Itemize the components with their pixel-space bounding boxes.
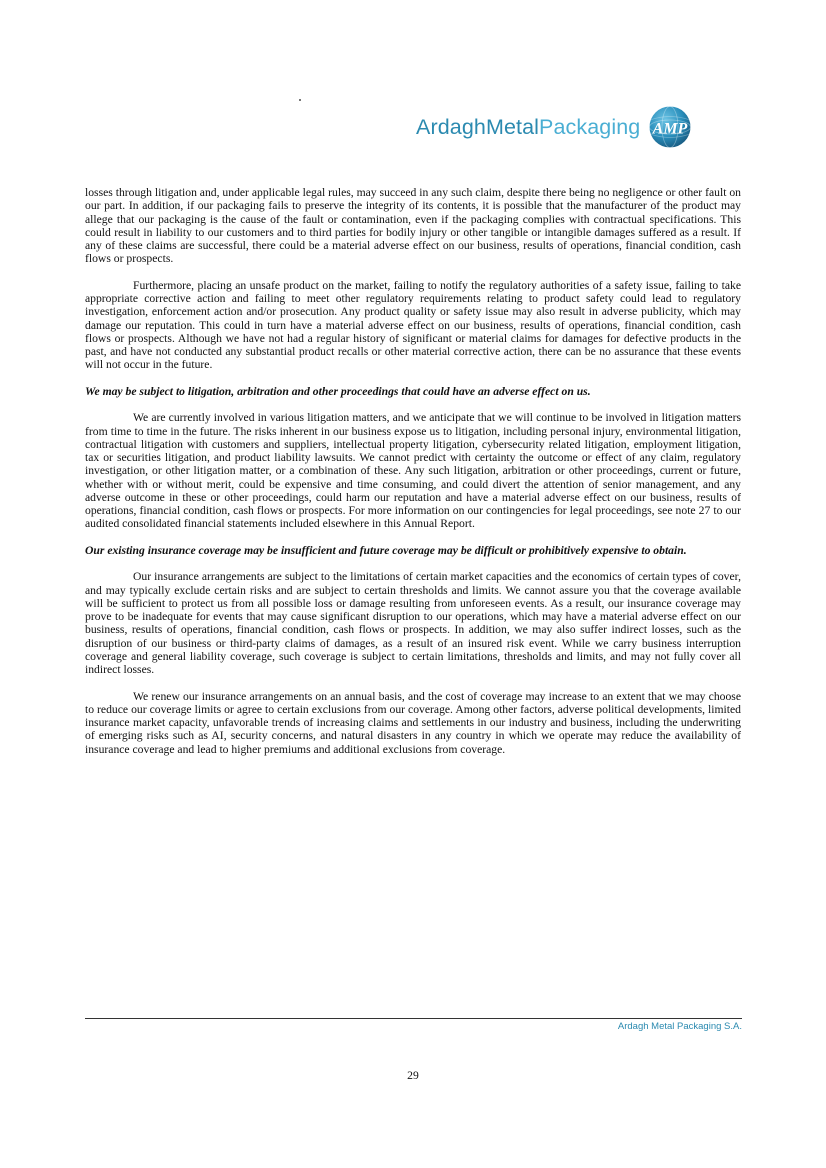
paragraph: We are currently involved in various litigation matters, and we anticipate that we will continue to be involved in litigation matters from time to time in the future. The risks inherent in our business expose us to litigation, including personal injury, environmental litigation, contractual litigation with customers and suppliers, intellectual property litigation, cybersecurity related litigation, employment litigation, tax or securities litigation, and product liability lawsuits. We cannot predict with certainty the outcome or effect of any claim, regulatory investigation, or other litigation matter, or a combination of these. Any such litigation, arbitration or other proceedings, current or future, whether with or without merit, could be expensive and time consuming, and could divert the attention of senior management, and any adverse outcome in these or other proceedings, could harm our reputation and have a material adverse effect on our business, results of operations, financial condition, cash flows or prospects. For more information on our contingencies for legal proceedings, see note 27 to our audited consolidated financial statements included elsewhere in this Annual Report. [85,411,741,531]
paragraph: Our insurance arrangements are subject to the limitations of certain market capacities and the economics of certain types of cover, and may typically exclude certain risks and are subject to certain thresholds and limits. We cannot assure you that the coverage available will be sufficient to protect us from all possible loss or damage resulting from unforeseen events. As a result, our insurance coverage may prove to be inadequate for events that may cause significant disruption to our operations, which may have a material adverse effect on our business, results of operations, financial condition, cash flows or prospects. In addition, we may also suffer indirect losses, such as the disruption of our business or third-party claims of damages, as a result of an insured risk event. While we carry business interruption coverage and general liability coverage, such coverage is subject to certain limitations, thresholds and limits, and may not fully cover all indirect losses. [85,570,741,676]
footer-divider [85,1018,742,1019]
stray-mark [299,99,301,101]
footer-company-name: Ardagh Metal Packaging S.A. [617,1021,742,1032]
amp-sphere-logo-icon [648,105,692,149]
document-body [85,186,741,756]
logo-lettering: AMP [652,120,688,138]
paragraph: We renew our insurance arrangements on an annual basis, and the cost of coverage may increase to an extent that we may choose to reduce our coverage limits or agree to certain exclusions from our coverage. Among other factors, adverse political developments, limited insurance market capacity, unfavorable trends of increasing claims and settlements in our industry and business, including the underwriting of emerging risks such as AI, security concerns, and natural disasters in any country in which we operate may reduce the availability of insurance coverage and lead to higher premiums and additional exclusions from coverage. [85,689,741,756]
section-heading: Our existing insurance coverage may be insufficient and future coverage may be difficult or prohibitively expensive to obtain. [85,543,687,557]
brand-word-ardagh: Ardagh [416,114,486,139]
brand-word-packaging: Packaging [539,114,641,139]
brand-word-metal: Metal [485,114,540,139]
page-number: 29 [407,1069,419,1082]
paragraph: Furthermore, placing an unsafe product on the market, failing to notify the regulatory authorities of a safety issue, failing to take appropriate corrective action and failing to meet other regulatory requirements relating to product safety could lead to regulatory investigation, enforcement action and/or prosecution. Any product quality or safety issue may also result in adverse publicity, which may damage our reputation. This could in turn have a material adverse effect on our business, results of operations, financial condition, cash flows or prospects. Although we have not had a regular history of significant or material claims for damages for defective products in the past, and have not conducted any substantial product recalls or other material corrective action, there can be no assurance that these events will not occur in the future. [85,278,741,372]
brand-header [416,102,692,152]
section-heading: We may be subject to litigation, arbitration and other proceedings that could have an adverse effect on us. [85,384,591,398]
brand-wordmark [416,115,640,140]
paragraph: losses through litigation and, under applicable legal rules, may succeed in any such claim, despite there being no negligence or other fault on our part. In addition, if our packaging fails to preserve the integrity of its contents, it is possible that the manufacturer of the product may allege that our packaging is the cause of the fault or contamination, even if the packaging complies with contractual specifications. This could result in liability to our customers and to third parties for bodily injury or other tangible or intangible damages suffered as a result. If any of these claims are successful, there could be a material adverse effect on our business, results of operations, financial condition, cash flows or prospects. [85,186,741,266]
